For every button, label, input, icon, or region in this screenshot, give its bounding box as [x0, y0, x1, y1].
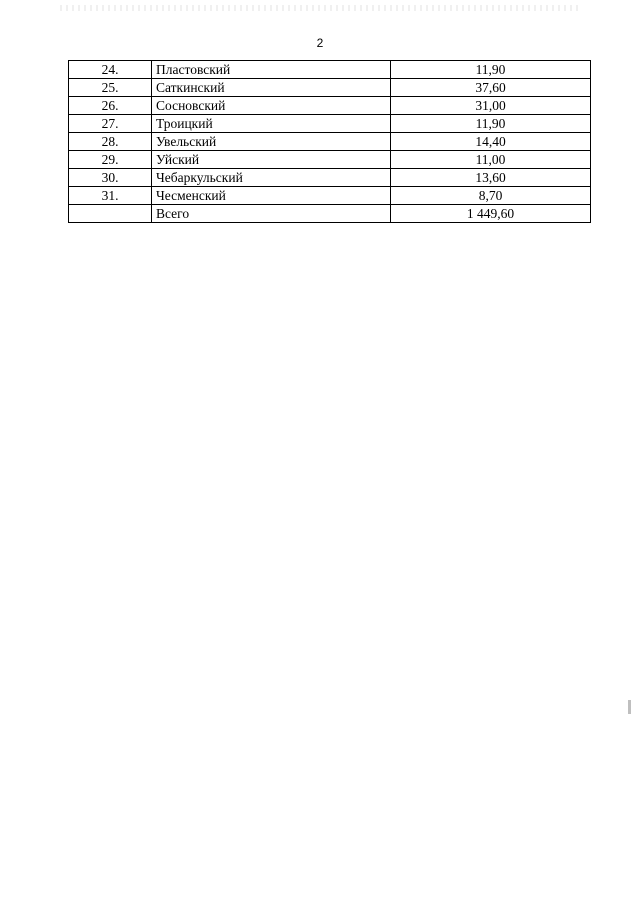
district-name: Троицкий [152, 115, 391, 133]
row-number: 27. [69, 115, 152, 133]
district-value: 14,40 [391, 133, 591, 151]
table-row [69, 115, 591, 133]
district-value: 13,60 [391, 169, 591, 187]
row-number: 29. [69, 151, 152, 169]
table-row [69, 61, 591, 79]
table-row [69, 151, 591, 169]
data-table [68, 60, 591, 223]
total-row [69, 205, 591, 223]
row-number: 26. [69, 97, 152, 115]
row-number: 24. [69, 61, 152, 79]
district-value: 37,60 [391, 79, 591, 97]
total-number [69, 205, 152, 223]
district-name: Уйский [152, 151, 391, 169]
scan-noise [60, 5, 580, 11]
row-number: 31. [69, 187, 152, 205]
scan-edge-mark [628, 700, 631, 714]
district-name: Саткинский [152, 79, 391, 97]
district-name: Увельский [152, 133, 391, 151]
total-label: Всего [152, 205, 391, 223]
district-value: 11,00 [391, 151, 591, 169]
district-name: Чесменский [152, 187, 391, 205]
page-number: 2 [316, 36, 324, 50]
table-row [69, 133, 591, 151]
district-value: 31,00 [391, 97, 591, 115]
row-number: 30. [69, 169, 152, 187]
table-row [69, 97, 591, 115]
row-number: 28. [69, 133, 152, 151]
district-name: Сосновский [152, 97, 391, 115]
district-value: 11,90 [391, 61, 591, 79]
district-name: Пластовский [152, 61, 391, 79]
table-row [69, 169, 591, 187]
district-name: Чебаркульский [152, 169, 391, 187]
row-number: 25. [69, 79, 152, 97]
district-value: 11,90 [391, 115, 591, 133]
table-row [69, 187, 591, 205]
table-row [69, 79, 591, 97]
total-value: 1 449,60 [391, 205, 591, 223]
district-value: 8,70 [391, 187, 591, 205]
